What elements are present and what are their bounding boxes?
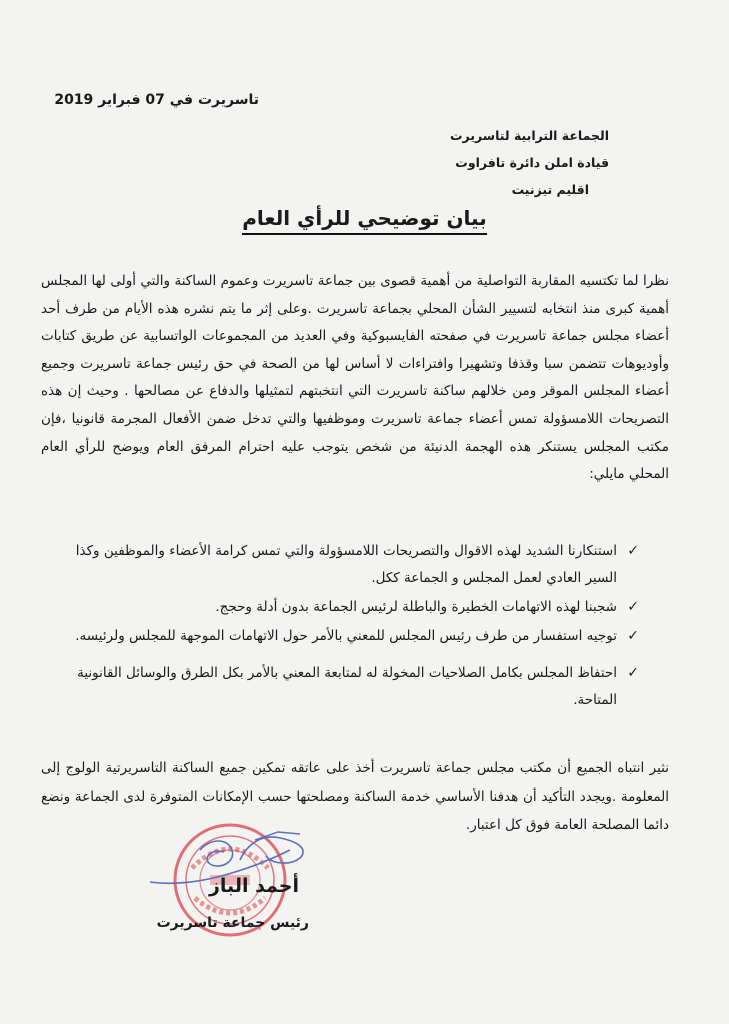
check-icon: ✓: [627, 599, 639, 615]
list-item-text: احتفاظ المجلس بكامل الصلاحيات المخولة له لمتابعة المعني بالأمر بكل الطرق والوسائل القانونية المتاحة.: [77, 665, 617, 708]
list-item-text: توجيه استفسار من طرف رئيس المجلس للمعني بالأمر حول الاتهامات الموجهة للمجلس ولرئيسه.: [75, 628, 617, 644]
issuer-line-caidat: قيادة املن دائرة تافراوت: [455, 155, 609, 170]
issuer-line-commune: الجماعة الترابية لتاسريرت: [450, 128, 609, 143]
check-icon: ✓: [627, 628, 639, 644]
statement-list: [69, 538, 639, 716]
issuer-header: [450, 122, 609, 203]
list-item: [69, 623, 639, 650]
list-item: [69, 594, 639, 621]
document-title: [0, 206, 729, 235]
list-item-text: استنكارنا الشديد لهذه الاقوال والتصريحات اللامسؤولة والتي تمس كرامة الأعضاء والموظفين وكذا السير العادي لعمل المجلس و الجماعة ككل.: [75, 543, 617, 586]
document-date: تاسريرت في 07 فبراير 2019: [54, 92, 259, 108]
signatory-name: أحمد الباز: [208, 875, 299, 897]
check-icon: ✓: [627, 665, 639, 681]
list-item-text: شجبنا لهذه الاتهامات الخطيرة والباطلة لرئيس الجماعة بدون أدلة وحجج.: [215, 599, 617, 615]
issuer-line-province: اقليم تيزنيت: [511, 182, 589, 197]
signatory-role: رئيس جماعة تاسريرت: [156, 915, 309, 931]
intro-paragraph: نظرا لما تكتسيه المقاربة التواصلية من أهمية قصوى بين جماعة تاسريرت وعموم الساكنة والتي أولى لها المجلس أهمية كبرى منذ انتخابه لتسيير الشأن المحلي بجماعة تاسريرت .وعلى إثر ما يتم نشره هذه الأيام من طرف أحد أعضاء مجلس جماعة تاسريرت في صفحته الفايسبوكية وفي العديد من المجموعات الواتسابية عن طريق كتابات وأوديوهات تتضمن سبا وقذفا وتشهيرا وافتراءات لا أساس لها من الصحة في حق رئيس جماعة تاسريرت وجميع أعضاء المجلس الموقر ومن خلالهم ساكنة تاسريرت التي انتخبتهم لتمثيلها والدفاع عن مصالحها . وحيث إن هذه التصريحات اللامسؤولة تمس أعضاء جماعة تاسريرت وموظفيها والتي تدخل ضمن الأفعال المجرمة قانونيا ،فإن مكتب المجلس يستنكر هذه الهجمة الدنيئة من شخص يتوجب عليه احترام المرفق العام ويوضح للرأي العام المحلي مايلي:: [41, 273, 669, 483]
list-item: [69, 660, 639, 714]
list-item: [69, 538, 639, 592]
document-title-text: بيان توضيحي للرأي العام: [242, 206, 486, 235]
check-icon: ✓: [627, 543, 639, 559]
closing-paragraph: نثير انتباه الجميع أن مكتب مجلس جماعة تاسريرت أخذ على عاتقه تمكين جميع الساكنة التاسريرتية الولوج إلى المعلومة .ويجدد التأكيد أن هدفنا الأساسي خدمة الساكنة ومصلحتها حسب الإمكانات المتوفرة لدى الجماعة ونضع دائما المصلحة العامة فوق كل اعتبار.: [41, 760, 669, 833]
